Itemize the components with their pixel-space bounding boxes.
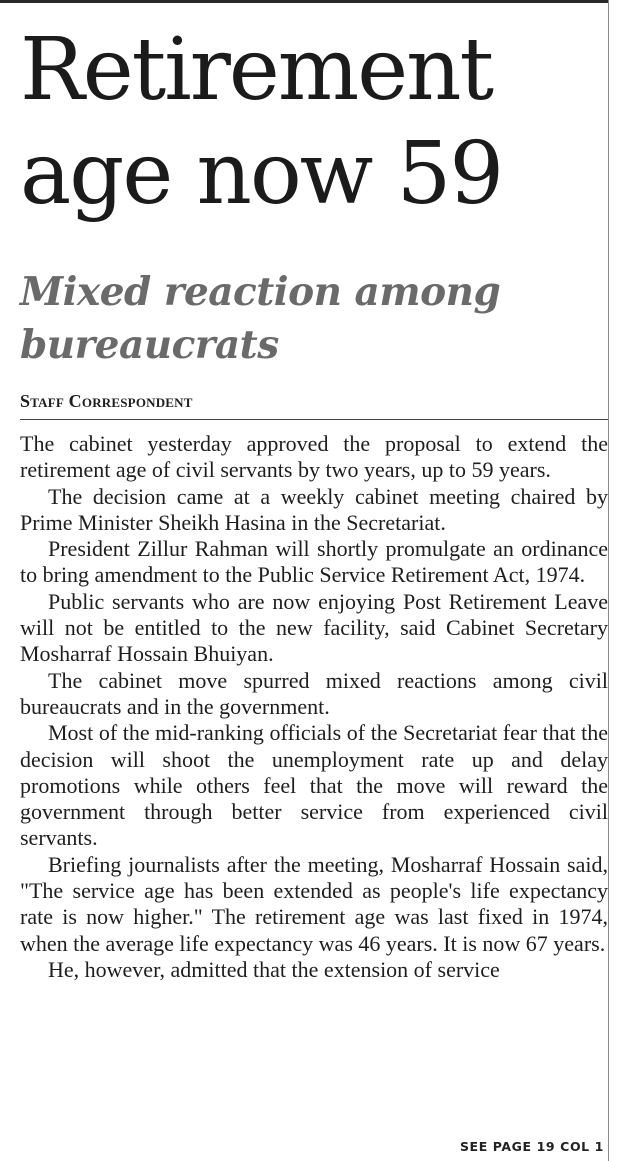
paragraph: He, however, admitted that the extension of service bbox=[48, 956, 500, 982]
byline: Staff Correspondent bbox=[20, 391, 193, 411]
continuation-jump-line: SEE PAGE 19 COL 1 bbox=[459, 1139, 604, 1154]
paragraph: Public servants who are now enjoying Post Retirement Leave will not be entitled to the new facility, said Cabinet Secretary Mosharraf Hossain Bhuiyan. bbox=[20, 588, 608, 667]
article-body bbox=[20, 431, 608, 983]
subheadline bbox=[20, 266, 610, 372]
headline-line-1: Retirement bbox=[20, 20, 493, 120]
paragraph: Most of the mid-ranking officials of the Secretariat fear that the decision will shoot the unemployment rate up and delay promotions while others feel that the move will reward the government through better service from experienced civil servants. bbox=[20, 720, 608, 851]
paragraph: The cabinet yesterday approved the proposal to extend the retirement age of civil servants by two years, up to 59 years. bbox=[20, 431, 608, 483]
byline-rule bbox=[20, 419, 608, 420]
subheadline-line-2: bureaucrats bbox=[20, 322, 279, 368]
subheadline-line-1: Mixed reaction among bbox=[20, 269, 501, 315]
top-rule bbox=[0, 0, 608, 3]
paragraph: Briefing journalists after the meeting, Mosharraf Hossain said, "The service age has been extended as people's life expectancy rate is now higher." The retirement age was last fixed in 1974, when the average life expectancy was 46 years. It is now 67 years. bbox=[20, 851, 608, 956]
paragraph: The decision came at a weekly cabinet meeting chaired by Prime Minister Sheikh Hasina in the Secretariat. bbox=[20, 483, 608, 535]
paragraph: The cabinet move spurred mixed reactions among civil bureaucrats and in the government. bbox=[20, 667, 608, 719]
headline-line-2: age now 59 bbox=[20, 124, 503, 224]
paragraph: President Zillur Rahman will shortly promulgate an ordinance to bring amendment to the Public Service Retirement Act, 1974. bbox=[20, 536, 608, 588]
headline bbox=[20, 18, 610, 226]
